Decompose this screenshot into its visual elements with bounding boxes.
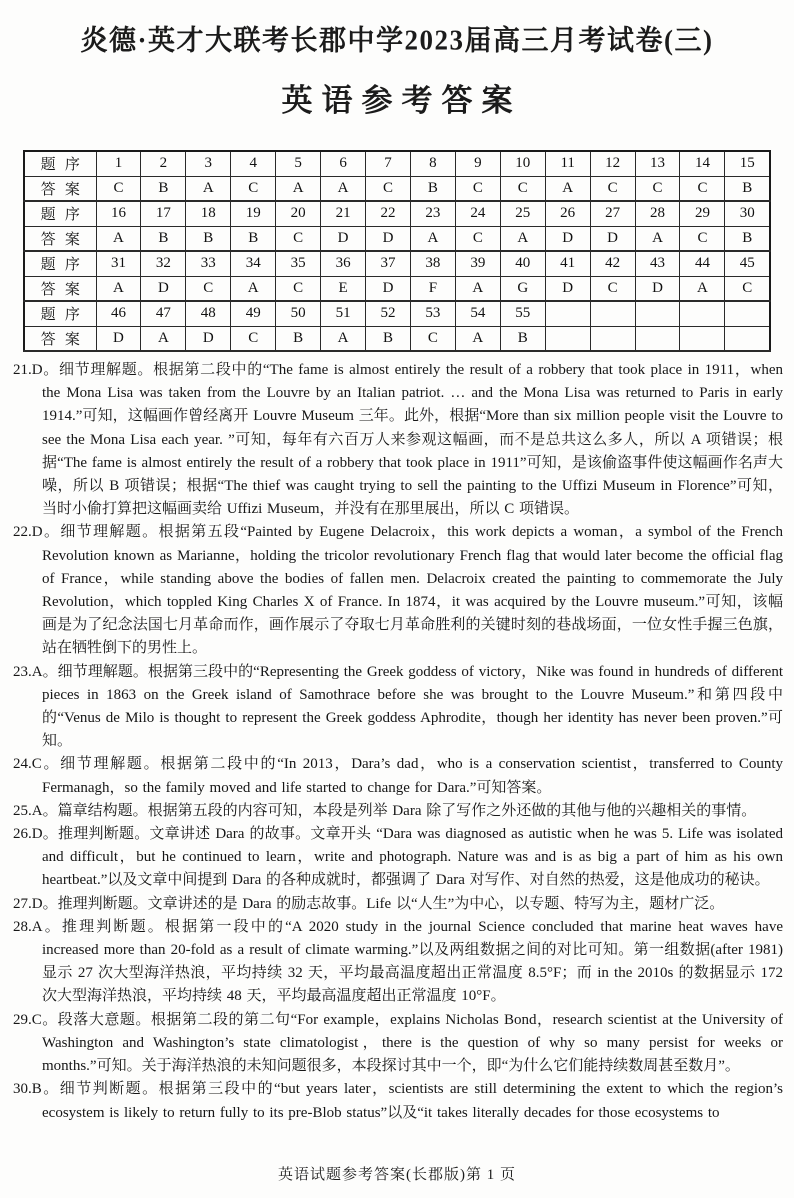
question-number-cell: 36	[321, 251, 366, 276]
answer-letter-cell: C	[635, 176, 680, 201]
answer-letter-cell: A	[455, 326, 500, 351]
explanations-section	[13, 359, 783, 1125]
answer-letter-cell: A	[321, 176, 366, 201]
answer-letter-cell: A	[321, 326, 366, 351]
answer-letter-cell: C	[186, 276, 231, 301]
answer-letter-cell: C	[455, 226, 500, 251]
question-number-cell: 8	[410, 151, 455, 176]
explanation-item-24: 24.C。细节理解题。根据第二段中的“In 2013，Dara’s dad，who is a conservation scientist，transferred to County Fermanagh，so the family moved and life started to change for Dara.”可知答案。	[13, 756, 783, 796]
question-number-cell: 48	[186, 301, 231, 326]
question-number-cell: 34	[231, 251, 276, 276]
explanation-item-25: 25.A。篇章结构题。根据第五段的内容可知，本段是列举 Dara 除了写作之外还做的其他与他的兴趣相关的事情。	[13, 802, 757, 819]
question-number-cell: 11	[545, 151, 590, 176]
question-number-cell: 26	[545, 201, 590, 226]
answer-letter-cell: A	[186, 176, 231, 201]
question-number-cell: 46	[96, 301, 141, 326]
question-number-cell: 29	[680, 201, 725, 226]
answer-letter-cell: D	[366, 226, 411, 251]
answer-letter-cell: A	[410, 226, 455, 251]
question-number-cell: 45	[725, 251, 770, 276]
question-number-cell: 50	[276, 301, 321, 326]
question-number-cell: 18	[186, 201, 231, 226]
question-number-cell: 31	[96, 251, 141, 276]
question-number-cell: 15	[725, 151, 770, 176]
question-number-cell: 7	[366, 151, 411, 176]
question-number-cell: 13	[635, 151, 680, 176]
answer-letter-cell: A	[96, 226, 141, 251]
question-number-cell: 12	[590, 151, 635, 176]
row-label: 题序	[24, 301, 96, 326]
answer-letter-cell: B	[141, 226, 186, 251]
answer-table-row	[24, 276, 770, 301]
question-number-cell: 9	[455, 151, 500, 176]
answer-letter-cell: B	[725, 176, 770, 201]
answer-letter-cell	[590, 326, 635, 351]
explanation-item-27: 27.D。推理判断题。文章讲述的是 Dara 的励志故事。Life 以“人生”为中心，以专题、特写为主，题材广泛。	[13, 895, 725, 912]
row-label: 答案	[24, 226, 96, 251]
answer-table-row	[24, 301, 770, 326]
answer-letter-cell: C	[590, 176, 635, 201]
explanation-item-23: 23.A。细节理解题。根据第三段中的“Representing the Greek goddess of victory，Nike was found in hundreds of different pieces in 1863 on the Greek island of Samothrace before she was brought to the Louvre Museum.”和第四段中的“Venus de Milo is thought to represent the Greek goddess Aphrodite，though her identity has never been proven.”可知。	[13, 663, 783, 750]
question-number-cell: 21	[321, 201, 366, 226]
question-number-cell: 41	[545, 251, 590, 276]
page-header	[0, 0, 794, 120]
question-number-cell: 22	[366, 201, 411, 226]
explanation-item-26: 26.D。推理判断题。文章讲述 Dara 的故事。文章开头 “Dara was diagnosed as autistic when he was 5. Life was isolated and difficult，but he continued to learn，write and photograph. Nature was and is as big a part of him as his own heartbeat.”以及文章中间提到 Dara 的各种成就时，都强调了 Dara 对写作、对自然的热爱，这是他成功的秘诀。	[13, 826, 783, 889]
answer-letter-cell: B	[366, 326, 411, 351]
page-subtitle: 英语参考答案	[281, 83, 522, 118]
answer-letter-cell: C	[231, 326, 276, 351]
answer-table-row	[24, 201, 770, 226]
answer-letter-cell: A	[455, 276, 500, 301]
question-number-cell: 51	[321, 301, 366, 326]
answer-letter-cell: D	[545, 226, 590, 251]
question-number-cell: 10	[500, 151, 545, 176]
row-label: 题序	[24, 251, 96, 276]
answer-letter-cell: A	[680, 276, 725, 301]
question-number-cell: 25	[500, 201, 545, 226]
answer-letter-cell: B	[410, 176, 455, 201]
explanation-item-22: 22.D。细节理解题。根据第五段“Painted by Eugene Delacroix，this work depicts a woman，a symbol of the French Revolution known as Marianne，holding the tricolor revolutionary French flag that would later become the official flag of France，while standing above the bodies of fallen men. Delacroix created the painting to commemorate the July Revolution，which toppled King Charles X of France. In 1874，it was acquired by the Louvre museum.”可知，该幅画是为了纪念法国七月革命而作，画作展示了夺取七月革命胜利的关键时刻的巷战场面，一位女性手握三色旗，站在牺牲倒下的男性上。	[13, 524, 783, 657]
answer-letter-cell: C	[500, 176, 545, 201]
answer-letter-cell: C	[680, 226, 725, 251]
question-number-cell	[635, 301, 680, 326]
question-number-cell: 38	[410, 251, 455, 276]
question-number-cell	[680, 301, 725, 326]
question-number-cell: 28	[635, 201, 680, 226]
answer-letter-cell: B	[186, 226, 231, 251]
question-number-cell: 43	[635, 251, 680, 276]
answer-table-row	[24, 326, 770, 351]
question-number-cell: 49	[231, 301, 276, 326]
exam-title: 炎德·英才大联考长郡中学2023届高三月考试卷(三)	[80, 24, 714, 56]
row-label: 题序	[24, 151, 96, 176]
question-number-cell: 47	[141, 301, 186, 326]
answer-letter-cell: B	[141, 176, 186, 201]
answer-letter-cell: C	[231, 176, 276, 201]
answer-letter-cell: A	[545, 176, 590, 201]
question-number-cell: 32	[141, 251, 186, 276]
row-label: 答案	[24, 176, 96, 201]
question-number-cell	[545, 301, 590, 326]
explanation-item-29: 29.C。段落大意题。根据第二段的第二句“For example，explains Nicholas Bond，research scientist at the University of Washington and Washington’s state climatologist，there is the question of why so many persist for weeks or months.”可知。关于海洋热浪的未知问题很多，本段探讨其中一个，即“为什么它们能持续数周甚至数月”。	[13, 1011, 783, 1075]
explanation-item-30: 30.B。细节判断题。根据第三段中的“but years later，scientists are still determining the extent to which the region’s ecosystem is likely to return fully to its pre-Blob status”以及“it takes literally decades for those ecosystems to	[13, 1081, 783, 1121]
answer-table-row	[24, 151, 770, 176]
answer-letter-cell: D	[186, 326, 231, 351]
question-number-cell: 16	[96, 201, 141, 226]
question-number-cell: 19	[231, 201, 276, 226]
question-number-cell: 42	[590, 251, 635, 276]
answer-letter-cell: D	[635, 276, 680, 301]
answer-letter-cell: C	[455, 176, 500, 201]
question-number-cell: 1	[96, 151, 141, 176]
answer-letter-cell: B	[500, 326, 545, 351]
question-number-cell: 54	[455, 301, 500, 326]
question-number-cell: 53	[410, 301, 455, 326]
answer-letter-cell: C	[366, 176, 411, 201]
question-number-cell: 17	[141, 201, 186, 226]
question-number-cell: 5	[276, 151, 321, 176]
row-label: 题序	[24, 201, 96, 226]
answer-letter-cell: B	[231, 226, 276, 251]
answer-letter-cell: C	[680, 176, 725, 201]
question-number-cell: 4	[231, 151, 276, 176]
question-number-cell: 39	[455, 251, 500, 276]
answer-letter-cell: D	[366, 276, 411, 301]
question-number-cell: 37	[366, 251, 411, 276]
question-number-cell: 2	[141, 151, 186, 176]
answer-letter-cell	[545, 326, 590, 351]
answer-table-row	[24, 251, 770, 276]
question-number-cell: 30	[725, 201, 770, 226]
answer-letter-cell: A	[635, 226, 680, 251]
answer-letter-cell: B	[725, 226, 770, 251]
answer-letter-cell: C	[590, 276, 635, 301]
question-number-cell: 6	[321, 151, 366, 176]
answer-letter-cell: D	[321, 226, 366, 251]
answer-letter-cell: A	[96, 276, 141, 301]
answer-letter-cell: G	[500, 276, 545, 301]
answer-letter-cell: A	[500, 226, 545, 251]
answer-table-row	[24, 226, 770, 251]
answer-letter-cell: F	[410, 276, 455, 301]
answer-letter-cell: C	[410, 326, 455, 351]
question-number-cell: 52	[366, 301, 411, 326]
answer-letter-cell	[635, 326, 680, 351]
answer-letter-cell	[725, 326, 770, 351]
answer-letter-cell: D	[590, 226, 635, 251]
page-footer: 英语试题参考答案(长郡版)第 1 页	[278, 1167, 516, 1183]
question-number-cell: 27	[590, 201, 635, 226]
answer-key-table	[23, 150, 771, 352]
question-number-cell: 40	[500, 251, 545, 276]
answer-letter-cell: E	[321, 276, 366, 301]
question-number-cell	[725, 301, 770, 326]
row-label: 答案	[24, 326, 96, 351]
question-number-cell: 24	[455, 201, 500, 226]
answer-letter-cell: A	[276, 176, 321, 201]
answer-letter-cell: C	[276, 276, 321, 301]
question-number-cell: 23	[410, 201, 455, 226]
answer-letter-cell: D	[141, 276, 186, 301]
answer-letter-cell	[680, 326, 725, 351]
answer-table-row	[24, 176, 770, 201]
answer-letter-cell: A	[231, 276, 276, 301]
answer-letter-cell: D	[545, 276, 590, 301]
row-label: 答案	[24, 276, 96, 301]
question-number-cell: 55	[500, 301, 545, 326]
answer-letter-cell: B	[276, 326, 321, 351]
question-number-cell	[590, 301, 635, 326]
question-number-cell: 20	[276, 201, 321, 226]
question-number-cell: 3	[186, 151, 231, 176]
answer-letter-cell: A	[141, 326, 186, 351]
answer-letter-cell: C	[96, 176, 141, 201]
question-number-cell: 44	[680, 251, 725, 276]
question-number-cell: 33	[186, 251, 231, 276]
explanation-item-21: 21.D。细节理解题。根据第二段中的“The fame is almost entirely the result of a robbery that took place in 1911，when the Mona Lisa was taken from the Louvre by an Italian patriot. … and the Mona Lisa was returned to Paris in early 1914.”可知，这幅画作曾经离开 Louvre Museum 三年。此外，根据“More than six million people visit the Louvre to see the Mona Lisa each year. ”可知，每年有六百万人来参观这幅画，而不是总共这么多人，所以 A 项错误；根据“The fame is almost entirely the result of a robbery that took place in 1911”可知，是该偷盗事件使这幅画作名声大噪，所以 B 项错误；根据“The thief was caught trying to sell the painting to the Uffizi Museum in Florence”可知，当时小偷打算把这幅画卖给 Uffizi Museum，并没有在那里展出，所以 C 项错误。	[13, 362, 783, 518]
answer-letter-cell: C	[276, 226, 321, 251]
question-number-cell: 35	[276, 251, 321, 276]
answer-letter-cell: D	[96, 326, 141, 351]
question-number-cell: 14	[680, 151, 725, 176]
answer-letter-cell: C	[725, 276, 770, 301]
explanation-item-28: 28.A。推理判断题。根据第一段中的“A 2020 study in the journal Science concluded that marine heat waves have increased more than 20-fold as a result of climate warming.”以及两组数据之间的对比可知。第一组数据(after 1981)显示 27 次大型海洋热浪，平均持续 32 天，平均最高温度超出正常温度 8.5°F；而 in the 2010s 的数据显示 172 次大型海洋热浪，平均持续 48 天，平均最高温度超出正常温度 10°F。	[13, 918, 783, 1005]
